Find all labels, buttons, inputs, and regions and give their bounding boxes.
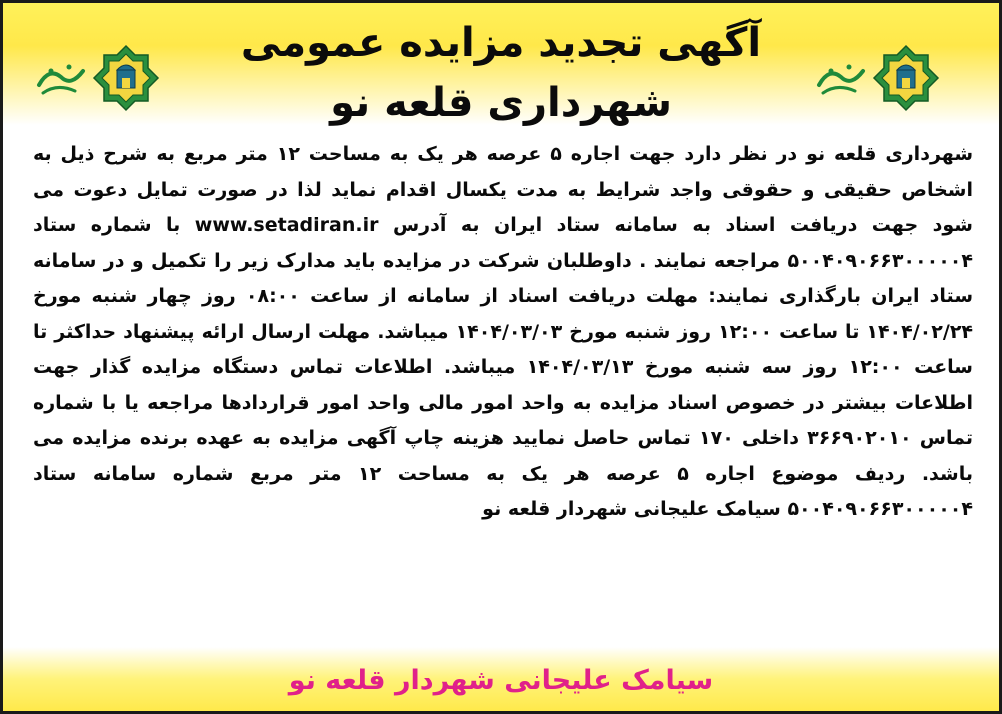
notice-title: آگهی تجدید مزایده عمومی شهرداری قلعه نو (240, 20, 762, 126)
notice-body (33, 137, 973, 528)
municipality-emblem-left (31, 43, 181, 113)
municipality-emblem-right (811, 43, 961, 113)
notice-body-text: شهرداری قلعه نو در نظر دارد جهت اجاره ۵ عرصه هر یک به مساحت ۱۲ متر مربع به شرح ذیل به اشخاص حقیقی و حقوقی واجد شرایط به مدت یکسال اقدام نماید لذا در صورت تمایل دعوت می شود جهت دریافت اسناد به سامانه ستاد ایران به آدرس www.setadiran.ir با شماره ستاد ۵۰۰۴۰۹۰۶۶۳۰۰۰۰۰۴ مراجعه نمایند . داوطلبان شرکت در مزایده باید مدارک زیر را تکمیل و در سامانه ستاد ایران بارگذاری نمایند: مهلت دریافت اسناد از سامانه از ساعت ۰۸:۰۰ روز چهار شنبه مورخ ۱۴۰۴/۰۲/۲۴ تا ساعت ۱۲:۰۰ روز شنبه مورخ ۱۴۰۴/۰۳/۰۳ میباشد. مهلت ارسال ارائه پیشنهاد حداکثر تا ساعت ۱۲:۰۰ روز سه شنبه مورخ ۱۴۰۴/۰۳/۱۳ میباشد. اطلاعات تماس دستگاه مزایده گذار جهت اطلاعات بیشتر در خصوص اسناد مزایده به واحد امور مالی واحد امور قراردادها مراجعه یا با شماره تماس ۳۶۶۹۰۲۰۱۰ داخلی ۱۷۰ تماس حاصل نمایید هزینه چاپ آگهی مزایده به عهده برنده مزایده می باشد. ردیف موضوع اجاره ۵ عرصه هر یک به مساحت ۱۲ متر مربع شماره سامانه ستاد ۵۰۰۴۰۹۰۶۶۳۰۰۰۰۰۴ سیامک علیجانی شهردار قلعه نو (33, 143, 974, 520)
emblem-icon (811, 43, 961, 113)
notice-signature: سیامک علیجانی شهردار قلعه نو (288, 665, 714, 696)
emblem-icon (31, 43, 181, 113)
